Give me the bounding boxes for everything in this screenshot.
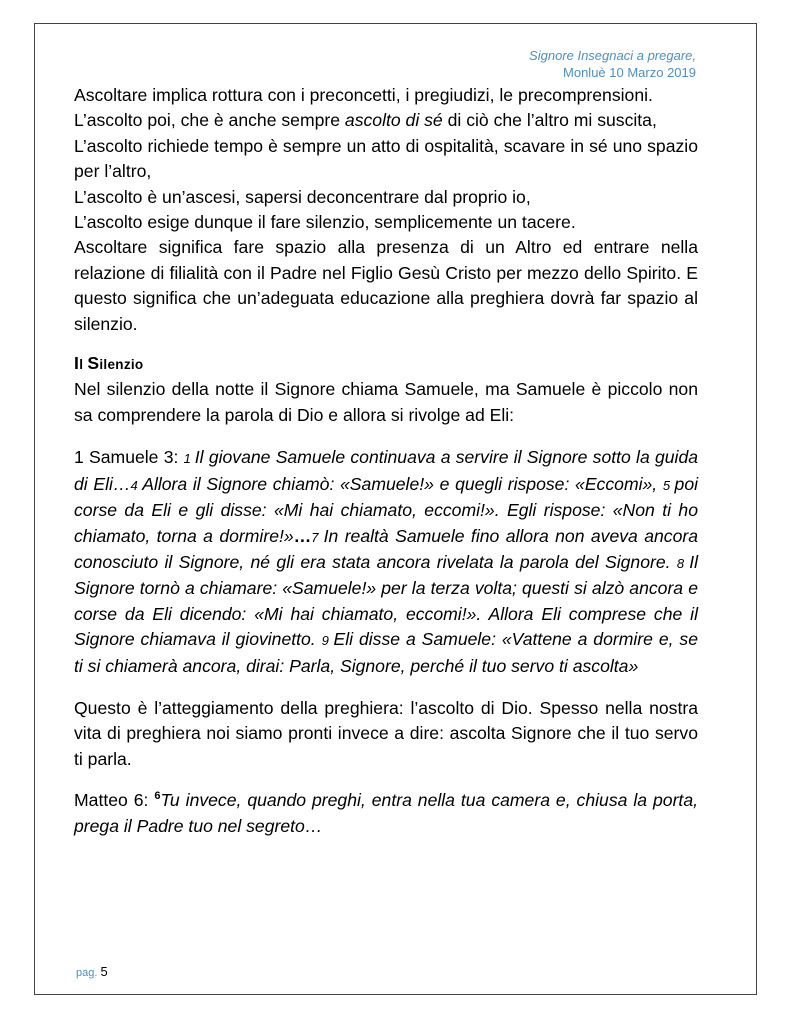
paragraph: L’ascolto è un’ascesi, sapersi deconcentrare dal proprio io, bbox=[74, 186, 531, 207]
verse-number: 4 bbox=[130, 477, 143, 493]
verse-text: poi corse da Eli e gli disse: «Mi hai chiamato, eccomi!». Egli rispose: «Non ti ho chiamato, torna a dormire!» bbox=[74, 473, 699, 546]
paragraph: Ascoltare implica rottura con i preconcetti, i pregiudizi, le precomprensioni. bbox=[74, 85, 653, 105]
paragraph bbox=[74, 108, 698, 133]
page-number: 5 bbox=[100, 964, 108, 979]
verse-text: Il giovane Samuele continuava a servire il Signore sotto la guida di Eli… bbox=[74, 447, 699, 494]
scripture-quote bbox=[74, 788, 698, 839]
scripture-quote bbox=[74, 445, 698, 679]
verse-text: In realtà Samuele fino allora non aveva ancora conosciuto il Signore, né gli era stata ancora rivelata la parola del Signore. bbox=[74, 525, 699, 572]
header-title: Signore Insegnaci a pregare, bbox=[529, 48, 696, 63]
page-content bbox=[74, 83, 698, 839]
page-header bbox=[529, 47, 696, 81]
heading-part: S bbox=[87, 353, 100, 374]
scripture-ref: Matteo 6: bbox=[74, 790, 155, 811]
heading-part: l bbox=[79, 357, 88, 373]
text: L’ascolto poi, che è anche sempre bbox=[74, 110, 345, 131]
verse-number: 1 bbox=[183, 451, 195, 467]
verse-number: 9 bbox=[321, 633, 334, 649]
text: di ciò che l’altro mi suscita, bbox=[442, 110, 657, 131]
verse-text: Eli disse a Samuele: «Vattene a dormire e, se ti si chiamerà ancora, dirai: Parla, Signore, perché il tuo servo ti ascolta» bbox=[74, 629, 699, 676]
heading-part: I bbox=[74, 353, 80, 374]
verse-text: Allora il Signore chiamò: «Samuele!» e quegli rispose: «Eccomi», bbox=[142, 473, 663, 494]
paragraph: Questo è l’atteggiamento della preghiera: l’ascolto di Dio. Spesso nella nostra vita di preghiera noi siamo pronti invece a dire: ascolta Signore che il tuo servo ti parla. bbox=[74, 697, 698, 769]
verse-number: 8 bbox=[676, 555, 690, 571]
heading-part: ilenzio bbox=[99, 357, 144, 373]
verse-text: Tu invece, quando preghi, entra nella tua camera e, chiusa la porta, prega il Padre tuo nel segreto… bbox=[74, 790, 698, 836]
verse-number: 5 bbox=[662, 477, 675, 493]
ellipsis: … bbox=[293, 525, 312, 546]
emphasis: ascolto di sé bbox=[344, 110, 443, 131]
scripture-ref: 1 Samuele 3: bbox=[74, 447, 184, 468]
paragraph: L’ascolto richiede tempo è sempre un atto di ospitalità, scavare in sé uno spazio per l’altro, bbox=[74, 135, 698, 182]
paragraph: Ascoltare significa fare spazio alla presenza di un Altro ed entrare nella relazione di filialità con il Padre nel Figlio Gesù Cristo per mezzo dello Spirito. E questo significa che un’adeguata educazione alla preghiera dovrà far spazio al silenzio. bbox=[74, 237, 698, 334]
verse-text: Il Signore tornò a chiamare: «Samuele!» per la terza volta; questi si alzò ancora e corse da Eli dicendo: «Mi hai chiamato, eccomi!». Allora Eli comprese che il Signore chiamava il giovinetto. bbox=[74, 551, 698, 650]
section-heading bbox=[74, 351, 698, 377]
page-footer bbox=[76, 964, 108, 979]
header-date: Monluè 10 Marzo 2019 bbox=[563, 65, 696, 80]
paragraph: Nel silenzio della notte il Signore chiama Samuele, ma Samuele è piccolo non sa comprendere la parola di Dio e allora si rivolge ad Eli: bbox=[74, 379, 698, 425]
paragraph: L’ascolto esige dunque il fare silenzio, semplicemente un tacere. bbox=[74, 212, 576, 233]
verse-number: 6 bbox=[154, 790, 161, 803]
verse-number: 7 bbox=[311, 529, 324, 545]
page-label: pag. bbox=[76, 967, 101, 979]
